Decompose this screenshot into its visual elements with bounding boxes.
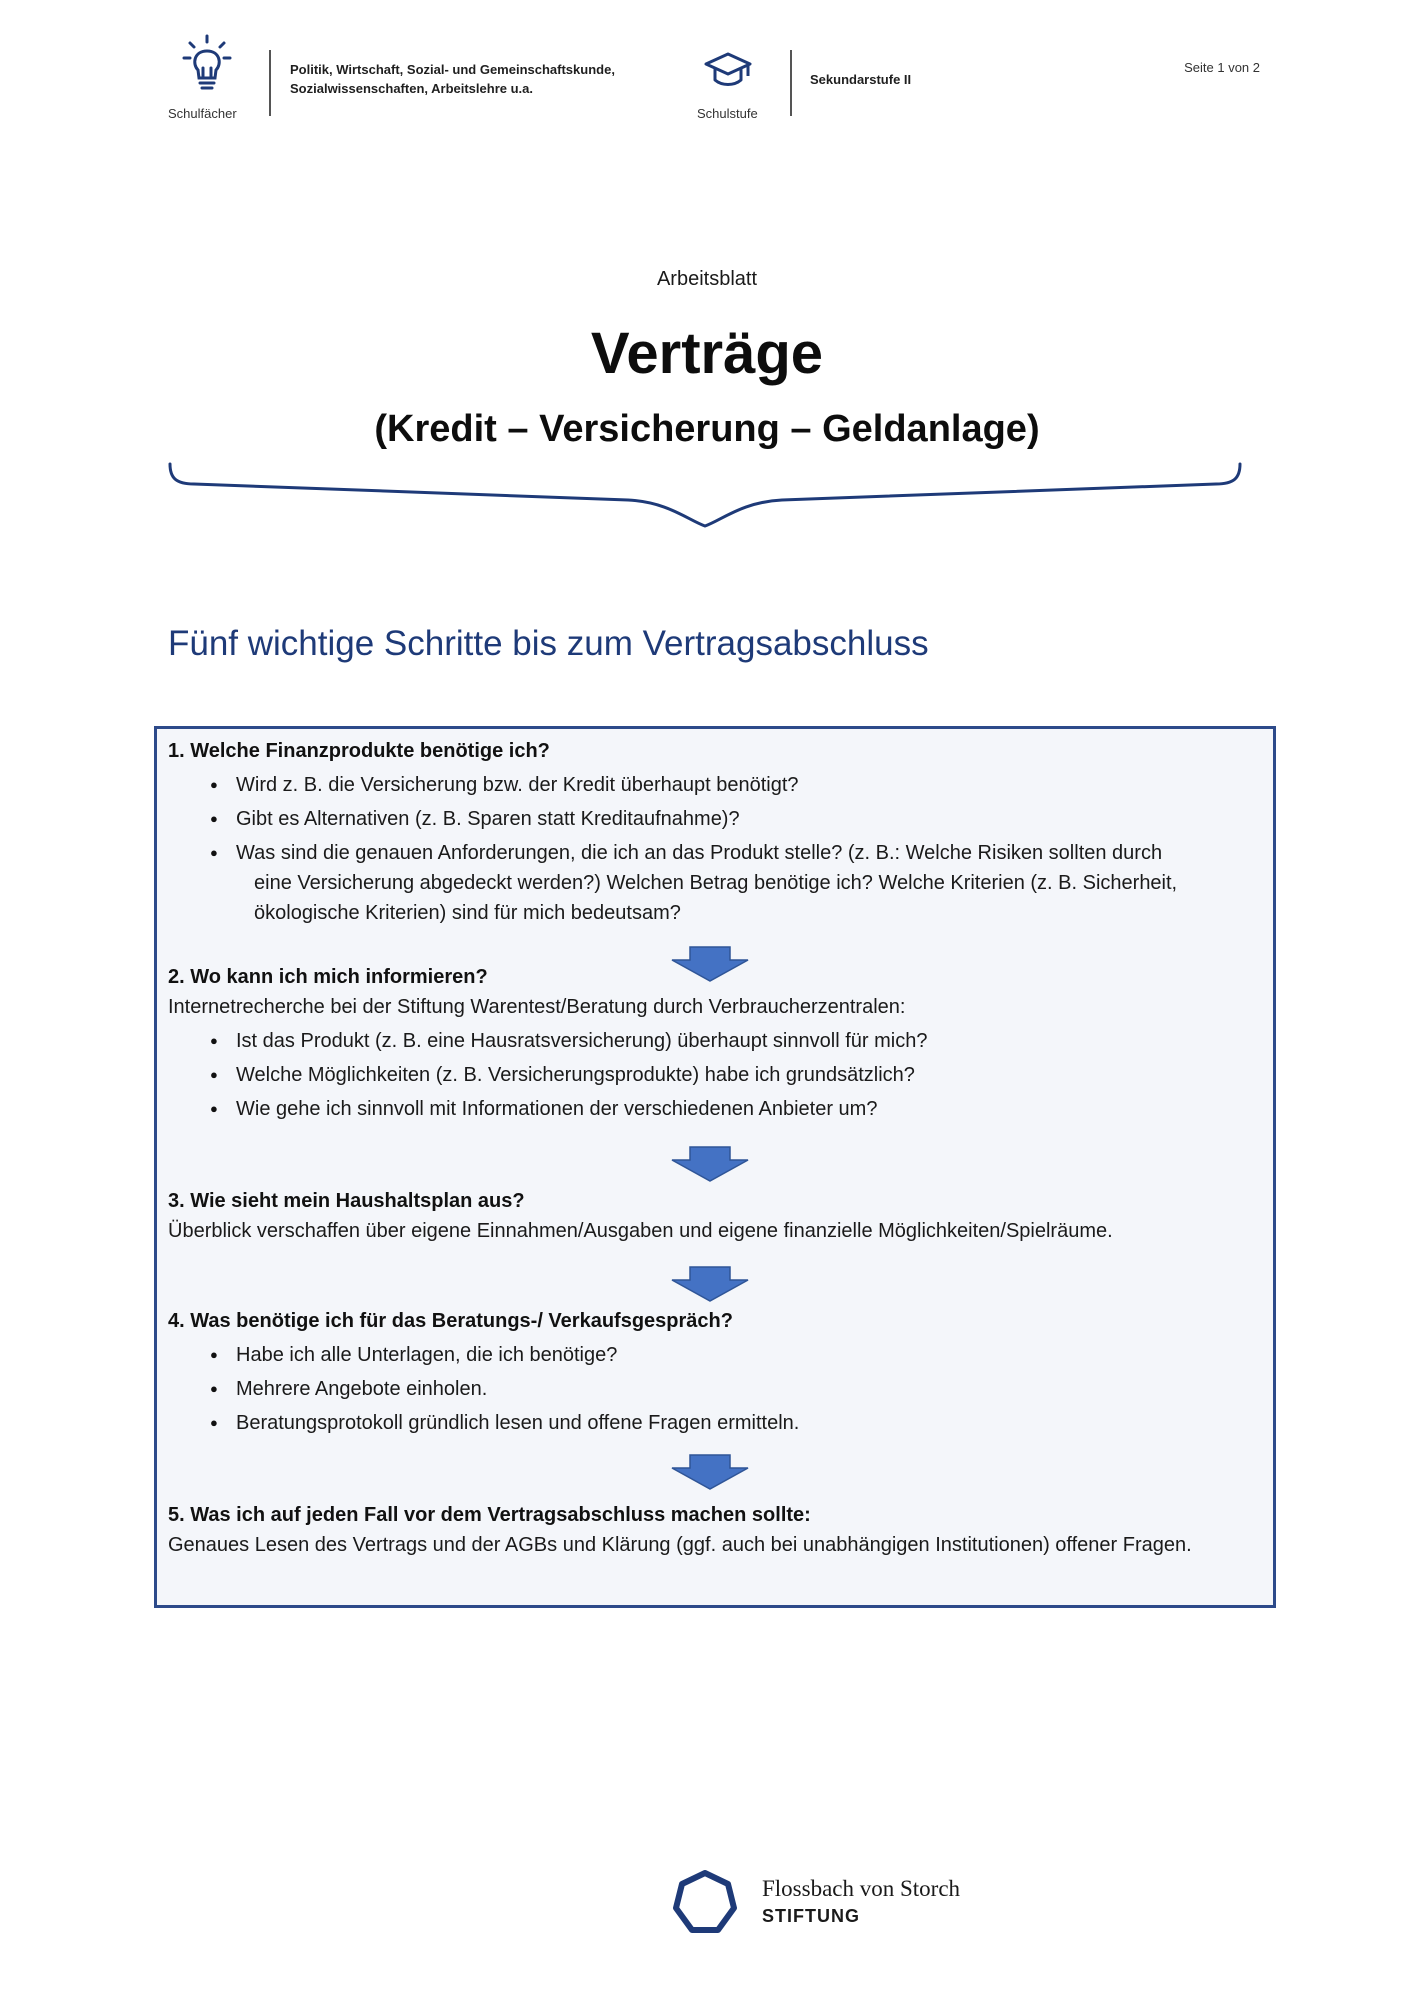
step-title: 3. Wie sieht mein Haushaltsplan aus? — [168, 1190, 525, 1212]
step-3 — [168, 1186, 1268, 1246]
footer-org-sub: STIFTUNG — [762, 1906, 860, 1926]
document-type: Arbeitsblatt — [656, 268, 758, 290]
step-text: Genaues Lesen des Vertrags und der AGBs und Klärung (ggf. auch bei unabhängigen Institutionen) offener Fragen. — [168, 1534, 1192, 1556]
step-title: 2. Wo kann ich mich informieren? — [168, 966, 488, 988]
step-text: Internetrecherche bei der Stiftung Warentest/Beratung durch Verbraucherzentralen: — [168, 996, 906, 1018]
list-item: ● Wie gehe ich sinnvoll mit Informationen der verschiedenen Anbieter um? — [168, 1094, 1268, 1124]
subjects-line-1: Politik, Wirtschaft, Sozial- und Gemeinschaftskunde, — [290, 62, 615, 77]
step-5 — [168, 1500, 1268, 1560]
header-divider — [269, 50, 271, 116]
subjects-line-2: Sozialwissenschaften, Arbeitslehre u.a. — [290, 81, 533, 96]
list-item: ● Was sind die genauen Anforderungen, die ich an das Produkt stelle? (z. B.: Welche Risiken sollten durch eine Versicherung abgedeckt werden?) Welchen Betrag benötige ich? Welche Kriterien (z. B. Sicherheit, ökologische Kriterien) sind für mich bedeutsam? — [168, 838, 1268, 928]
step-title: 5. Was ich auf jeden Fall vor dem Vertragsabschluss machen sollte: — [168, 1504, 811, 1526]
subjects-text — [290, 60, 615, 98]
page-title: Verträge — [590, 321, 824, 386]
list-item: ● Wird z. B. die Versicherung bzw. der Kredit überhaupt benötigt? — [168, 770, 1268, 800]
heptagon-logo-icon — [672, 1870, 738, 1936]
section-heading: Fünf wichtige Schritte bis zum Vertragsabschluss — [168, 624, 929, 663]
list-item: ● Habe ich alle Unterlagen, die ich benötige? — [168, 1340, 1268, 1370]
graduation-cap-icon — [704, 50, 752, 90]
list-item-continuation: eine Versicherung abgedeckt werden?) Welchen Betrag benötige ich? Welche Kriterien (z. B. Sicherheit, — [254, 872, 1178, 894]
list-item: ● Ist das Produkt (z. B. eine Hausratsversicherung) überhaupt sinnvoll für mich? — [168, 1026, 1268, 1056]
list-item: ● Beratungsprotokoll gründlich lesen und offene Fragen ermitteln. — [168, 1408, 1268, 1438]
step-title: 4. Was benötige ich für das Beratungs-/ Verkaufsgespräch? — [168, 1310, 733, 1332]
bullet-list — [168, 1026, 1268, 1124]
list-item: ● Welche Möglichkeiten (z. B. Versicherungsprodukte) habe ich grundsätzlich? — [168, 1060, 1268, 1090]
step-2 — [168, 962, 1268, 1128]
page-subtitle: (Kredit – Versicherung – Geldanlage) — [374, 408, 1040, 450]
list-item: ● Gibt es Alternativen (z. B. Sparen statt Kreditaufnahme)? — [168, 804, 1268, 834]
down-arrow-icon — [670, 1266, 750, 1302]
step-text: Überblick verschaffen über eigene Einnahmen/Ausgaben und eigene finanzielle Möglichkeiten/Spielräume. — [168, 1220, 1113, 1242]
level-text: Sekundarstufe II — [810, 72, 912, 87]
page-number: Seite 1 von 2 — [1184, 60, 1260, 75]
down-arrow-icon — [670, 1146, 750, 1182]
subjects-caption: Schulfächer — [168, 106, 237, 121]
down-arrow-icon — [670, 1454, 750, 1490]
header-divider — [790, 50, 792, 116]
lightbulb-icon — [182, 34, 232, 92]
footer-org-name: Flossbach von Storch — [762, 1876, 961, 1901]
step-4 — [168, 1306, 1268, 1442]
title-brace-divider — [168, 462, 1242, 532]
bullet-list — [168, 770, 1268, 928]
list-item: ● Mehrere Angebote einholen. — [168, 1374, 1268, 1404]
bullet-list — [168, 1340, 1268, 1438]
step-title: 1. Welche Finanzprodukte benötige ich? — [168, 740, 550, 762]
level-caption: Schulstufe — [697, 106, 758, 121]
list-item-continuation: ökologische Kriterien) sind für mich bedeutsam? — [254, 902, 681, 924]
step-1 — [168, 736, 1268, 932]
